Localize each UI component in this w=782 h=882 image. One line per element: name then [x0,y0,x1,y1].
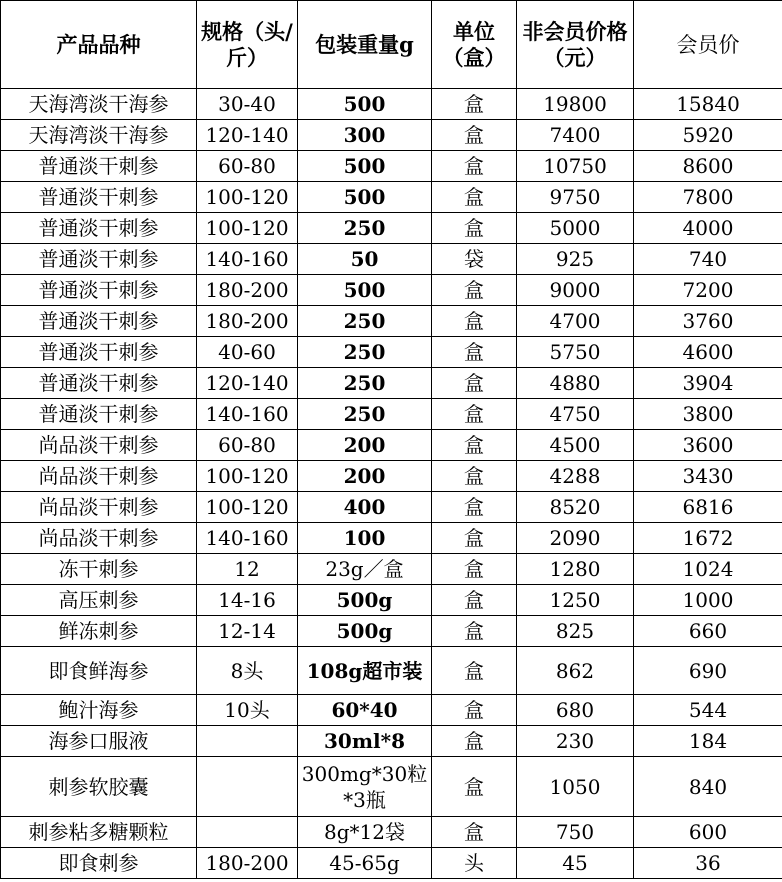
cell-product: 普通淡干刺参 [1,337,197,368]
table-row [1,151,782,182]
cell-spec: 100-120 [197,492,298,523]
cell-product: 普通淡干刺参 [1,275,197,306]
cell-spec: 140-160 [197,523,298,554]
cell-unit: 头 [432,848,517,879]
cell-spec: 12 [197,554,298,585]
header-unit: 单位（盒） [432,1,517,89]
cell-weight: 250 [298,368,432,399]
cell-product: 普通淡干刺参 [1,368,197,399]
cell-spec: 120-140 [197,120,298,151]
cell-product: 普通淡干刺参 [1,306,197,337]
cell-product: 尚品淡干刺参 [1,492,197,523]
table-row [1,120,782,151]
cell-weight: 108g超市装 [298,647,432,695]
cell-nonmember-price: 750 [517,817,634,848]
cell-member-price: 3800 [634,399,782,430]
cell-spec: 40-60 [197,337,298,368]
cell-product: 天海湾淡干海参 [1,89,197,120]
table-row [1,89,782,120]
cell-member-price: 1672 [634,523,782,554]
table-row [1,213,782,244]
cell-nonmember-price: 4500 [517,430,634,461]
cell-nonmember-price: 7400 [517,120,634,151]
cell-unit: 盒 [432,213,517,244]
cell-member-price: 15840 [634,89,782,120]
cell-member-price: 4600 [634,337,782,368]
cell-spec [197,757,298,817]
cell-unit: 盒 [432,275,517,306]
cell-member-price: 3904 [634,368,782,399]
table-row [1,726,782,757]
cell-product: 普通淡干刺参 [1,182,197,213]
cell-spec: 140-160 [197,399,298,430]
header-nonmember-price: 非会员价格（元） [517,1,634,89]
header-weight: 包装重量g [298,1,432,89]
table-row [1,182,782,213]
cell-unit: 盒 [432,817,517,848]
cell-weight: 300 [298,120,432,151]
cell-product: 刺参软胶囊 [1,757,197,817]
cell-member-price: 740 [634,244,782,275]
cell-member-price: 1000 [634,585,782,616]
cell-weight: 45-65g [298,848,432,879]
cell-weight: 200 [298,461,432,492]
cell-spec: 120-140 [197,368,298,399]
cell-weight: 500g [298,616,432,647]
cell-product: 尚品淡干刺参 [1,430,197,461]
cell-product: 普通淡干刺参 [1,213,197,244]
cell-nonmember-price: 1050 [517,757,634,817]
cell-unit: 盒 [432,461,517,492]
cell-nonmember-price: 10750 [517,151,634,182]
cell-weight: 500 [298,275,432,306]
cell-unit: 盒 [432,647,517,695]
cell-nonmember-price: 5000 [517,213,634,244]
cell-nonmember-price: 5750 [517,337,634,368]
table-row [1,585,782,616]
cell-member-price: 840 [634,757,782,817]
cell-unit: 盒 [432,182,517,213]
cell-member-price: 660 [634,616,782,647]
cell-weight: 200 [298,430,432,461]
table-row [1,848,782,879]
cell-nonmember-price: 8520 [517,492,634,523]
cell-spec: 60-80 [197,430,298,461]
cell-member-price: 1024 [634,554,782,585]
cell-member-price: 690 [634,647,782,695]
cell-member-price: 544 [634,695,782,726]
cell-product: 即食刺参 [1,848,197,879]
cell-unit: 盒 [432,554,517,585]
cell-member-price: 7800 [634,182,782,213]
cell-member-price: 3600 [634,430,782,461]
table-row [1,492,782,523]
cell-spec: 100-120 [197,461,298,492]
cell-weight: 250 [298,306,432,337]
cell-unit: 盒 [432,399,517,430]
cell-product: 鲍汁海参 [1,695,197,726]
cell-nonmember-price: 925 [517,244,634,275]
cell-weight: 23g／盒 [298,554,432,585]
table-row [1,399,782,430]
header-row [1,1,782,89]
cell-member-price: 3760 [634,306,782,337]
cell-member-price: 6816 [634,492,782,523]
cell-spec: 180-200 [197,306,298,337]
cell-nonmember-price: 1250 [517,585,634,616]
cell-spec: 60-80 [197,151,298,182]
cell-unit: 盒 [432,151,517,182]
cell-member-price: 600 [634,817,782,848]
cell-product: 冻干刺参 [1,554,197,585]
cell-product: 尚品淡干刺参 [1,461,197,492]
table-row [1,368,782,399]
cell-spec: 14-16 [197,585,298,616]
cell-unit: 盒 [432,616,517,647]
header-member-price: 会员价 [634,1,782,89]
cell-spec: 180-200 [197,275,298,306]
cell-nonmember-price: 9750 [517,182,634,213]
cell-nonmember-price: 4700 [517,306,634,337]
header-product: 产品品种 [1,1,197,89]
cell-spec: 10头 [197,695,298,726]
cell-product: 天海湾淡干海参 [1,120,197,151]
cell-unit: 盒 [432,89,517,120]
cell-spec: 30-40 [197,89,298,120]
cell-spec: 180-200 [197,848,298,879]
cell-product: 普通淡干刺参 [1,244,197,275]
cell-nonmember-price: 4750 [517,399,634,430]
table-row [1,757,782,817]
cell-nonmember-price: 19800 [517,89,634,120]
cell-spec: 100-120 [197,182,298,213]
cell-product: 尚品淡干刺参 [1,523,197,554]
table-row [1,616,782,647]
cell-nonmember-price: 230 [517,726,634,757]
cell-nonmember-price: 2090 [517,523,634,554]
cell-nonmember-price: 1280 [517,554,634,585]
cell-product: 即食鲜海参 [1,647,197,695]
table-row [1,647,782,695]
cell-weight: 60*40 [298,695,432,726]
cell-unit: 盒 [432,585,517,616]
cell-weight: 250 [298,337,432,368]
cell-nonmember-price: 4880 [517,368,634,399]
cell-spec [197,726,298,757]
cell-weight: 300mg*30粒*3瓶 [298,757,432,817]
cell-member-price: 5920 [634,120,782,151]
cell-weight: 500g [298,585,432,616]
cell-product: 高压刺参 [1,585,197,616]
cell-product: 鲜冻刺参 [1,616,197,647]
cell-unit: 盒 [432,523,517,554]
cell-product: 普通淡干刺参 [1,399,197,430]
cell-product: 海参口服液 [1,726,197,757]
cell-unit: 盒 [432,757,517,817]
cell-member-price: 4000 [634,213,782,244]
cell-nonmember-price: 862 [517,647,634,695]
cell-nonmember-price: 680 [517,695,634,726]
cell-member-price: 36 [634,848,782,879]
cell-unit: 盒 [432,726,517,757]
cell-weight: 400 [298,492,432,523]
table-row [1,337,782,368]
cell-spec [197,817,298,848]
cell-weight: 8g*12袋 [298,817,432,848]
table-row [1,306,782,337]
table-row [1,430,782,461]
cell-member-price: 7200 [634,275,782,306]
table-row [1,461,782,492]
cell-unit: 盒 [432,492,517,523]
cell-weight: 500 [298,182,432,213]
cell-unit: 盒 [432,695,517,726]
table-row [1,523,782,554]
table-row [1,695,782,726]
cell-nonmember-price: 9000 [517,275,634,306]
cell-nonmember-price: 825 [517,616,634,647]
cell-weight: 50 [298,244,432,275]
cell-unit: 盒 [432,120,517,151]
cell-spec: 8头 [197,647,298,695]
cell-weight: 250 [298,399,432,430]
cell-unit: 盒 [432,306,517,337]
cell-weight: 500 [298,89,432,120]
table-row [1,275,782,306]
cell-spec: 100-120 [197,213,298,244]
cell-unit: 袋 [432,244,517,275]
cell-product: 普通淡干刺参 [1,151,197,182]
table-row [1,554,782,585]
cell-unit: 盒 [432,368,517,399]
cell-spec: 12-14 [197,616,298,647]
cell-weight: 30ml*8 [298,726,432,757]
cell-member-price: 3430 [634,461,782,492]
cell-member-price: 184 [634,726,782,757]
cell-unit: 盒 [432,430,517,461]
cell-product: 刺参粘多糖颗粒 [1,817,197,848]
cell-weight: 250 [298,213,432,244]
cell-spec: 140-160 [197,244,298,275]
cell-nonmember-price: 4288 [517,461,634,492]
cell-weight: 100 [298,523,432,554]
table-row [1,244,782,275]
cell-weight: 500 [298,151,432,182]
header-spec: 规格（头/斤） [197,1,298,89]
cell-member-price: 8600 [634,151,782,182]
cell-nonmember-price: 45 [517,848,634,879]
cell-unit: 盒 [432,337,517,368]
table-row [1,817,782,848]
